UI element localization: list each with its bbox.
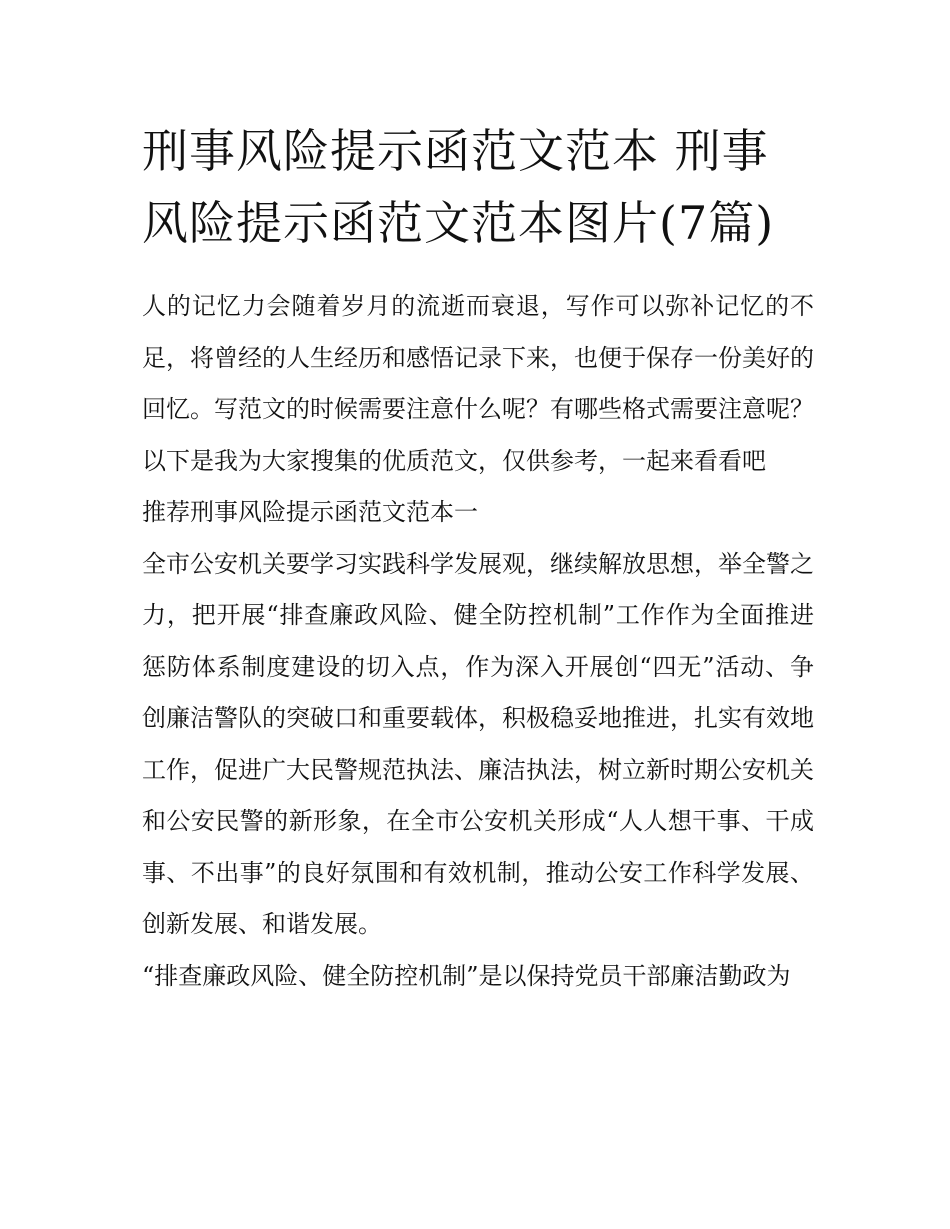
body-paragraph: 全市公安机关要学习实践科学发展观，继续解放思想，举全警之力，把开展“排查廉政风险、健全防控机制”工作作为全面推进惩防体系制度建设的切入点，作为深入开展创“四无”活动、争创廉洁警队的突破口和重要载体，积极稳妥地推进，扎实有效地工作，促进广大民警规范执法、廉洁执法，树立新时期公安机关和公安民警的新形象，在全市公安机关形成“人人想干事、干成事、不出事”的良好氛围和有效机制，推动公安工作科学发展、创新发展、和谐发展。 <box>142 549 814 938</box>
intro-paragraph: 人的记忆力会随着岁月的流逝而衰退，写作可以弥补记忆的不足，将曾经的人生经历和感悟记录下来，也便于保存一份美好的回忆。写范文的时候需要注意什么呢？有哪些格式需要注意呢？以下是我为大家搜集的优质范文，仅供参考，一起来看看吧 <box>142 292 814 475</box>
section-heading: 推荐刑事风险提示函范文范本一 <box>142 498 478 526</box>
document-title: 刑事风险提示函范文范本 刑事风险提示函范文范本图片(7篇) <box>142 124 775 250</box>
body-paragraph: “排查廉政风险、健全防控机制”是以保持党员干部廉洁勤政为 <box>142 961 791 990</box>
document-page <box>142 115 814 1002</box>
